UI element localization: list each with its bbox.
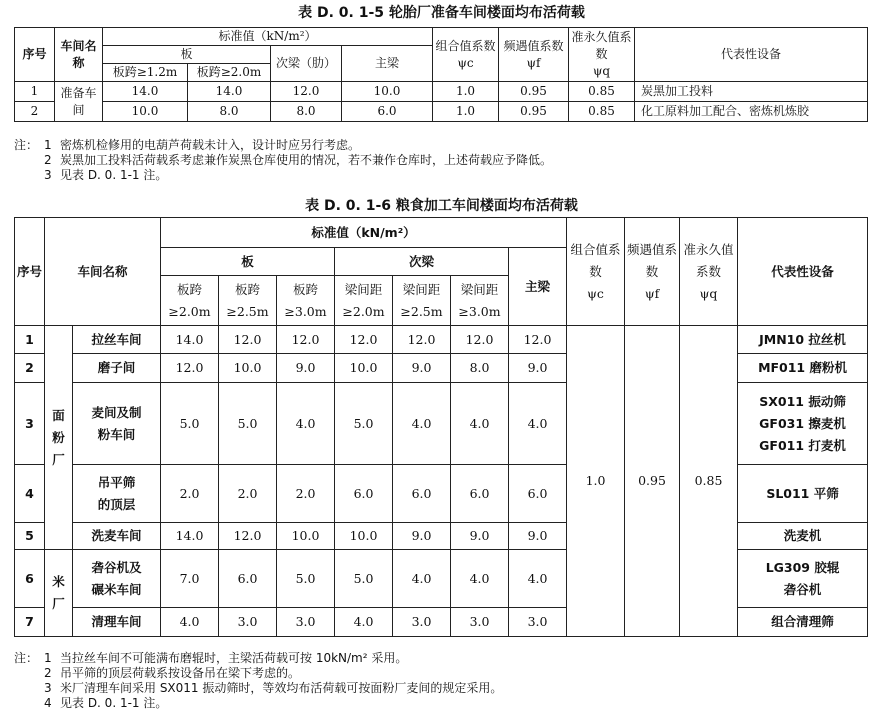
t2-header-slab-span: 板跨 ≥2.0m [161,276,219,326]
t1-cell: 10.0 [103,102,188,122]
t2-cell: 2.0 [277,465,335,523]
t1-cell-seq: 1 [15,82,55,102]
t2-header-std: 标准值（kN/m²） [161,218,567,248]
table2-title: 表 D. 0. 1-6 粮食加工车间楼面均布活荷载 [305,198,578,214]
t2-cell: 9.0 [393,523,451,550]
t1-cell: 0.95 [499,82,569,102]
t2-cell: 12.0 [219,523,277,550]
t1-header-std: 标准值（kN/m²） [103,28,433,46]
t2-quasi-symbol: ψq [699,285,718,301]
t2-header-beam-spacing: 梁间距 ≥2.5m [393,276,451,326]
t2-cell: 12.0 [393,326,451,354]
t1-header-slab-b: 板跨≥2.0m [188,64,271,82]
t1-quasi-symbol: ψq [592,64,611,78]
t2-cell-equip: LG309 胶辊 砻谷机 [738,550,868,608]
note-line: 2 炭黑加工投料活荷载系考虑兼作炭黑仓库使用的情况，若不兼作仓库时，上述荷载应予降低。 [44,153,553,167]
t2-cell-name: 洗麦车间 [73,523,161,550]
t1-header-quasi: 准永久值系数 ψq [569,28,635,82]
t2-header-workshop: 车间名称 [45,218,161,326]
table-row [15,326,868,354]
t2-group-flour: 面粉厂 [45,326,73,550]
t1-cell: 1.0 [433,82,499,102]
t2-cell: 8.0 [451,354,509,383]
table-row [15,465,868,523]
t1-header-seq: 序号 [15,28,55,82]
t2-cell-seq: 3 [15,383,45,465]
t2-cell-comb: 1.0 [567,326,625,637]
t2-cell-name: 麦间及制 粉车间 [73,383,161,465]
t2-cell: 6.0 [509,465,567,523]
note-line: 3 见表 D. 0. 1-1 注。 [44,168,168,182]
t2-cell: 7.0 [161,550,219,608]
t2-cell-seq: 5 [15,523,45,550]
t2-cell: 5.0 [335,383,393,465]
t1-cell: 12.0 [271,82,342,102]
t2-cell: 4.0 [277,383,335,465]
t2-cell-equip: JMN10 拉丝机 [738,326,868,354]
t2-cell-name: 拉丝车间 [73,326,161,354]
t1-cell: 6.0 [342,102,433,122]
t2-cell: 6.0 [219,550,277,608]
t2-cell-name: 吊平筛 的顶层 [73,465,161,523]
t2-cell-freq: 0.95 [625,326,680,637]
t2-group-rice: 米厂 [45,550,73,637]
t2-cell: 12.0 [219,326,277,354]
t2-cell-name: 砻谷机及 碾米车间 [73,550,161,608]
t2-cell: 5.0 [161,383,219,465]
t1-cell: 14.0 [188,82,271,102]
t2-cell-name: 磨子间 [73,354,161,383]
t1-header-equip: 代表性设备 [635,28,868,82]
t1-header-main-beam: 主梁 [342,46,433,82]
t2-header-freq: 频遇值系数 ψf [625,218,680,326]
t2-header-seq: 序号 [15,218,45,326]
table-row [15,523,868,550]
note-line: 2 吊平筛的顶层荷载系按设备吊在梁下考虑的。 [44,666,301,680]
note-line: 注： 1 密炼机检修用的电葫芦荷载未计入，设计时应另行考虑。 [14,138,361,152]
t2-cell: 12.0 [451,326,509,354]
t1-header-comb: 组合值系数 ψc [433,28,499,82]
t2-cell: 4.0 [451,383,509,465]
t2-cell: 6.0 [335,465,393,523]
t2-cell-quasi: 0.85 [680,326,738,637]
t1-cell: 0.95 [499,102,569,122]
t2-cell-equip: MF011 磨粉机 [738,354,868,383]
t2-freq-symbol: ψf [644,285,660,301]
t2-cell: 12.0 [161,354,219,383]
t2-cell: 4.0 [161,608,219,637]
t2-cell: 3.0 [509,608,567,637]
t1-cell-equip: 化工原料加工配合、密炼机炼胶 [635,102,868,122]
t2-cell: 9.0 [451,523,509,550]
table-row [15,608,868,637]
t2-cell: 10.0 [335,523,393,550]
table1 [14,27,868,122]
t1-cell: 1.0 [433,102,499,122]
t2-cell: 4.0 [509,383,567,465]
t2-cell-equip: SL011 平筛 [738,465,868,523]
t2-header-main-beam: 主梁 [509,248,567,326]
t2-cell-equip: 组合清理筛 [738,608,868,637]
t2-cell: 4.0 [393,550,451,608]
t2-cell-equip: 洗麦机 [738,523,868,550]
t2-cell: 9.0 [509,523,567,550]
t2-cell: 3.0 [451,608,509,637]
t2-cell-seq: 6 [15,550,45,608]
t2-cell: 10.0 [277,523,335,550]
t2-cell: 4.0 [335,608,393,637]
t2-header-equip: 代表性设备 [738,218,868,326]
table2-notes [14,651,502,711]
note-line: 4 见表 D. 0. 1-1 注。 [44,696,168,710]
t2-cell: 3.0 [393,608,451,637]
table-row [15,383,868,465]
table1-notes [14,138,552,183]
t2-header-quasi: 准永久值系数 ψq [680,218,738,326]
note-line: 3 米厂清理车间采用 SX011 振动筛时，等效均布活荷载可按面粉厂麦间的规定采用。 [44,681,503,695]
t1-cell: 8.0 [188,102,271,122]
table-row [15,550,868,608]
table-row [15,102,868,122]
t2-header-beam-spacing: 梁间距 ≥3.0m [451,276,509,326]
t2-cell-seq: 7 [15,608,45,637]
t1-cell-seq: 2 [15,102,55,122]
t2-cell-equip: SX011 振动筛 GF031 擦麦机 GF011 打麦机 [738,383,868,465]
notes-label: 注： [14,138,39,152]
t1-freq-symbol: ψf [526,55,541,70]
t2-header-slab-span: 板跨 ≥3.0m [277,276,335,326]
table2 [14,217,868,637]
t2-cell: 2.0 [161,465,219,523]
t1-header-sec-beam: 次梁（肋） [271,46,342,82]
t2-cell: 12.0 [335,326,393,354]
note-line: 注： 1 当拉丝车间不可能满布磨辊时，主梁活荷载可按 10kN/m² 采用。 [14,651,408,665]
notes-label: 注： [14,651,39,665]
t2-cell: 2.0 [219,465,277,523]
t1-header-freq: 频遇值系数 ψf [499,28,569,82]
t2-cell: 14.0 [161,326,219,354]
t2-comb-symbol: ψc [587,285,604,301]
t1-header-slab-a: 板跨≥1.2m [103,64,188,82]
t2-header-sec-beam: 次梁 [335,248,509,276]
table1-title: 表 D. 0. 1-5 轮胎厂准备车间楼面均布活荷载 [298,5,585,21]
t2-cell: 6.0 [393,465,451,523]
t2-cell: 3.0 [219,608,277,637]
t1-cell: 0.85 [569,82,635,102]
table-row [15,354,868,383]
t2-cell: 10.0 [335,354,393,383]
t1-header-slab: 板 [103,46,271,64]
t2-cell: 4.0 [393,383,451,465]
t2-cell-seq: 1 [15,326,45,354]
t2-cell: 5.0 [335,550,393,608]
t2-cell: 9.0 [277,354,335,383]
t2-cell: 12.0 [509,326,567,354]
t2-cell-name: 清理车间 [73,608,161,637]
t2-cell: 9.0 [393,354,451,383]
t1-cell-equip: 炭黑加工投料 [635,82,868,102]
t2-header-comb: 组合值系数 ψc [567,218,625,326]
t1-cell-workshop: 准备车间 [55,82,103,122]
t2-cell: 4.0 [451,550,509,608]
t2-cell: 12.0 [277,326,335,354]
t1-cell: 10.0 [342,82,433,102]
t2-cell: 6.0 [451,465,509,523]
t2-header-slab: 板 [161,248,335,276]
t1-cell: 8.0 [271,102,342,122]
t2-cell: 5.0 [277,550,335,608]
t1-comb-symbol: ψc [457,55,474,70]
t2-cell: 10.0 [219,354,277,383]
t2-cell-seq: 4 [15,465,45,523]
t2-cell: 4.0 [509,550,567,608]
t1-cell: 0.85 [569,102,635,122]
t2-header-beam-spacing: 梁间距 ≥2.0m [335,276,393,326]
t2-cell: 5.0 [219,383,277,465]
t2-cell-seq: 2 [15,354,45,383]
t2-cell: 3.0 [277,608,335,637]
t2-cell: 14.0 [161,523,219,550]
t1-header-workshop: 车间名称 [55,28,103,82]
t2-cell: 9.0 [509,354,567,383]
table-row [15,82,868,102]
t1-cell: 14.0 [103,82,188,102]
t2-header-slab-span: 板跨 ≥2.5m [219,276,277,326]
